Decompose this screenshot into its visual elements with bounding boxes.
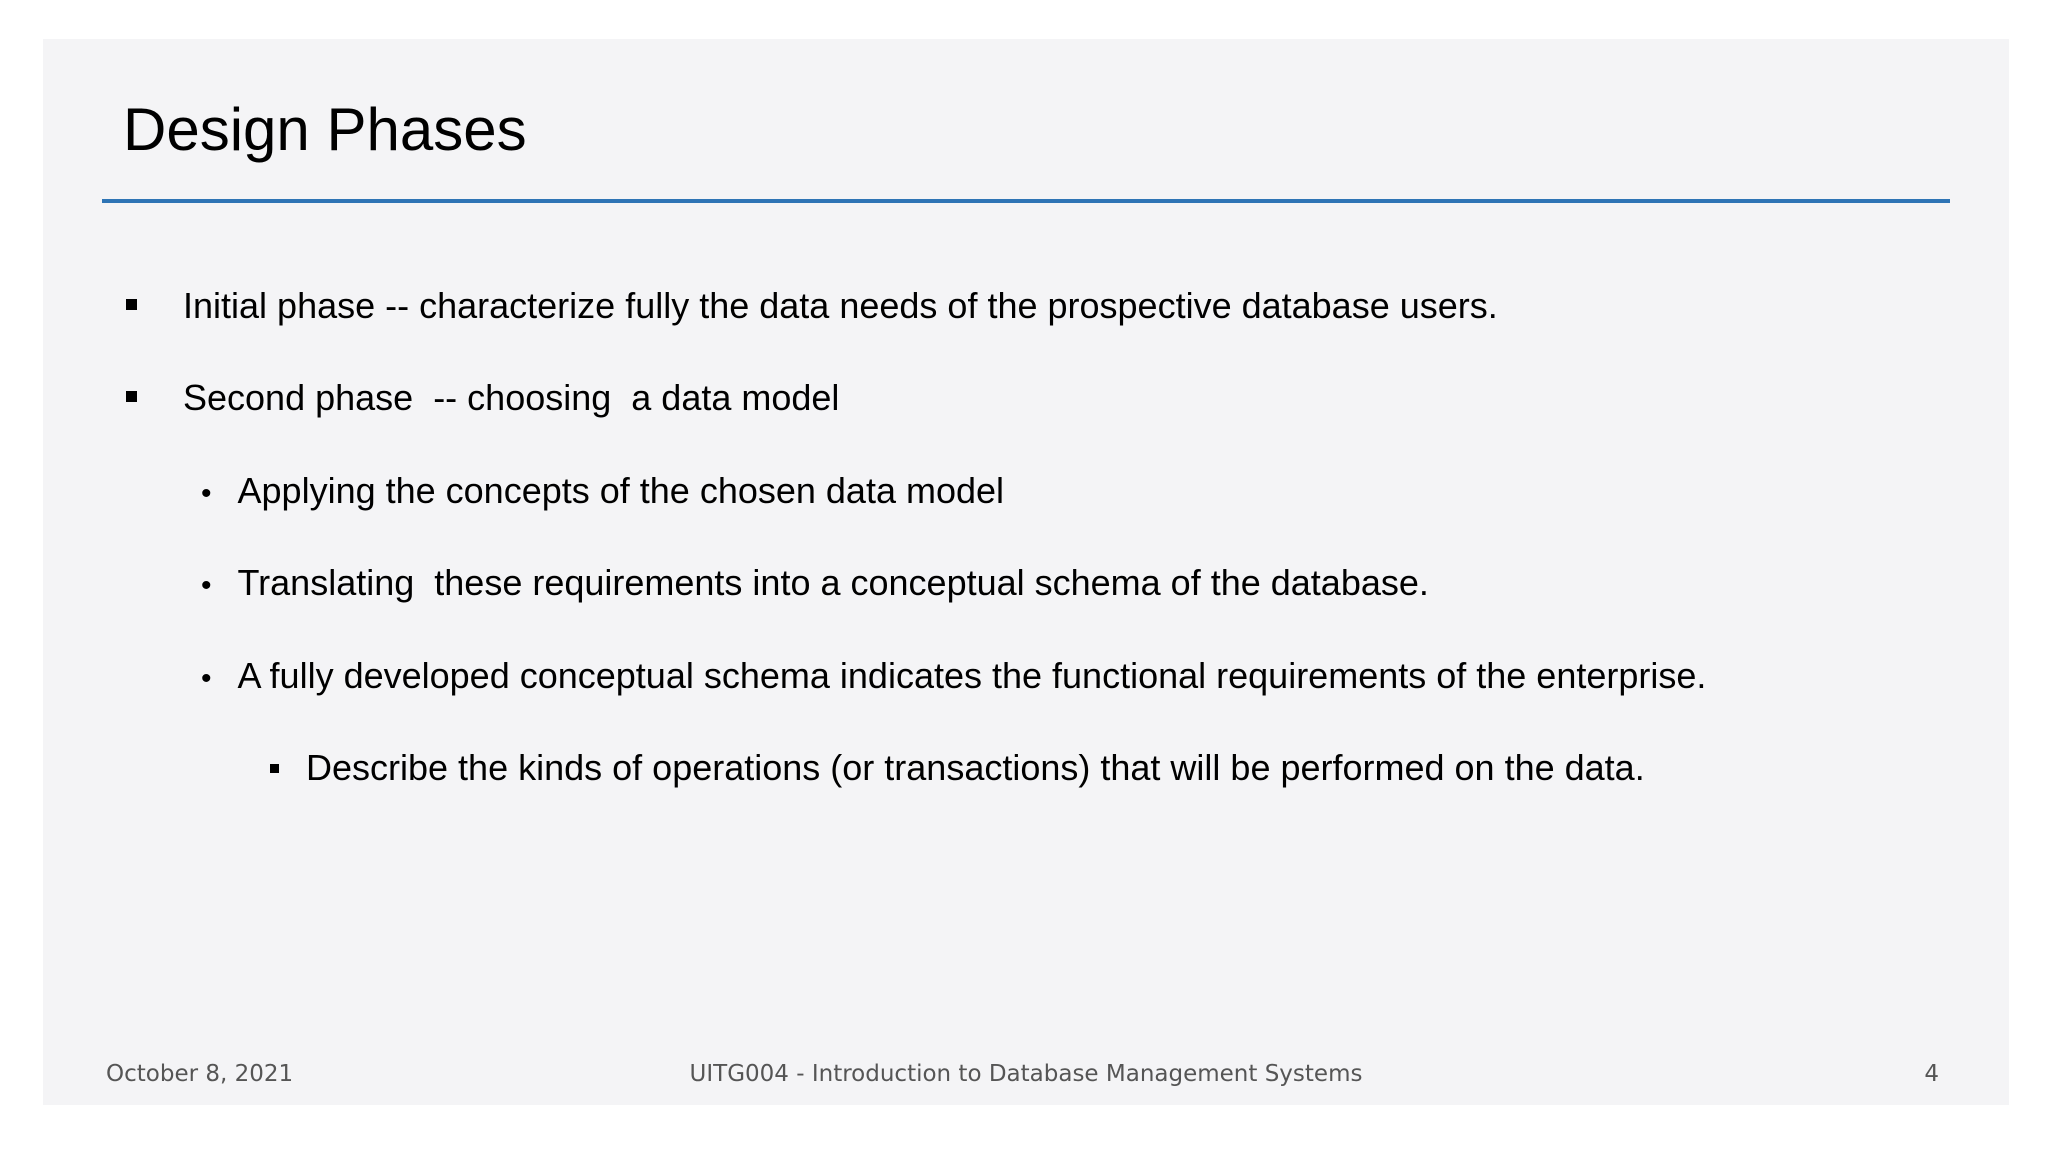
sub-bullet-item xyxy=(201,470,1004,512)
square-bullet-icon xyxy=(126,299,137,310)
bullet-text: Initial phase -- characterize fully the data needs of the prospective database users. xyxy=(183,285,1498,326)
sub-bullet-item xyxy=(201,562,1429,604)
title-divider xyxy=(102,199,1950,203)
footer-date: October 8, 2021 xyxy=(106,1061,294,1087)
bullet-item xyxy=(126,285,1498,327)
slide xyxy=(43,39,2009,1105)
page-number: 4 xyxy=(1924,1061,1939,1087)
bullet-item xyxy=(126,377,839,419)
square-bullet-icon xyxy=(126,391,137,402)
sub-bullet-item xyxy=(201,655,1706,697)
bullet-text: A fully developed conceptual schema indicates the functional requirements of the enterprise. xyxy=(237,655,1707,696)
bullet-text: Applying the concepts of the chosen data model xyxy=(237,470,1005,511)
round-bullet-icon: • xyxy=(201,477,212,510)
round-bullet-icon: • xyxy=(201,569,212,602)
sub-sub-bullet-item xyxy=(270,747,1645,789)
slide-title: Design Phases xyxy=(123,96,527,163)
bullet-text: Second phase -- choosing a data model xyxy=(183,377,840,418)
bullet-text: Describe the kinds of operations (or transactions) that will be performed on the data. xyxy=(306,747,1645,788)
square-bullet-icon xyxy=(270,764,279,773)
footer-course-title: UITG004 - Introduction to Database Management Systems xyxy=(689,1061,1363,1087)
round-bullet-icon: • xyxy=(201,662,212,695)
bullet-text: Translating these requirements into a conceptual schema of the database. xyxy=(237,562,1429,603)
